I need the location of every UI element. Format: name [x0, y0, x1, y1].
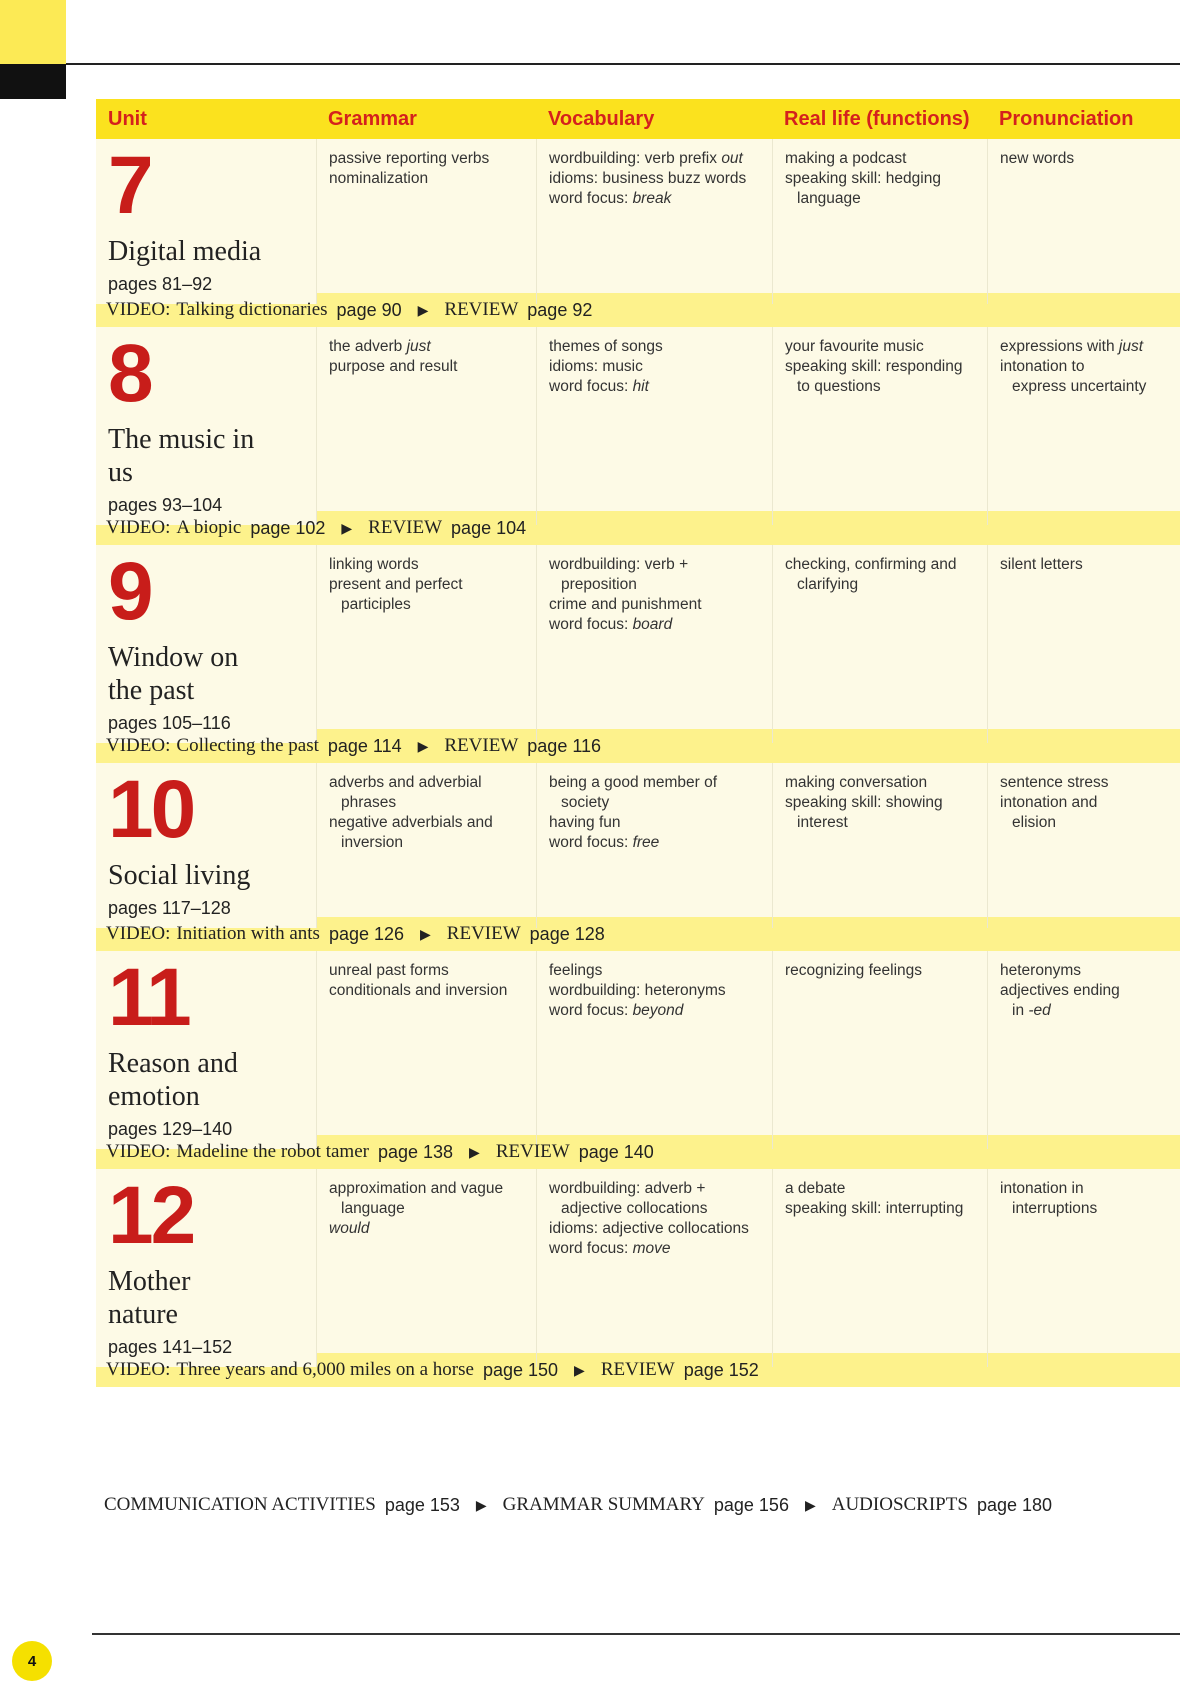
unit-title[interactable] [108, 423, 316, 489]
real-life-item: your favourite music [785, 338, 924, 355]
cell-real-life [772, 951, 987, 1149]
back-matter-links [104, 1494, 1052, 1516]
cell-pronunciation [987, 1169, 1180, 1367]
grammar-item: passive reporting verbs [329, 150, 490, 167]
cell-vocabulary [536, 763, 772, 928]
communication-activities-label[interactable]: COMMUNICATION ACTIVITIES [104, 1494, 376, 1515]
review-label[interactable]: REVIEW [446, 923, 521, 944]
unit-title-line: Reason and [108, 1048, 238, 1079]
italic-term: just [406, 338, 431, 355]
pronunciation-item: elision [1012, 814, 1056, 831]
unit-title-line: the past [108, 675, 195, 706]
cell-vocabulary [536, 545, 772, 743]
unit-number: 7 [108, 140, 151, 231]
pronunciation-item: adjectives ending [1000, 982, 1120, 999]
vocabulary-item: word focus: beyond [549, 1002, 684, 1019]
review-label[interactable]: REVIEW [368, 517, 443, 538]
corner-black-tab [0, 64, 66, 99]
cell-real-life [772, 545, 987, 743]
vocabulary-item: wordbuilding: adverb + [549, 1180, 706, 1197]
cell-real-life [772, 763, 987, 928]
vocabulary-item: idioms: business buzz words [549, 170, 747, 187]
audioscripts-label[interactable]: AUDIOSCRIPTS [831, 1494, 968, 1515]
vocabulary-item: idioms: music [549, 358, 643, 375]
cell-vocabulary [536, 139, 772, 304]
grammar-item: linking words [329, 556, 419, 573]
cell-vocabulary [536, 951, 772, 1149]
pronunciation-item: new words [1000, 150, 1075, 167]
pronunciation-item: express uncertainty [1012, 378, 1147, 395]
unit-title-line: Mother [108, 1266, 191, 1297]
unit-cell [96, 139, 316, 304]
video-label: VIDEO: [106, 923, 171, 944]
cell-grammar [316, 327, 536, 525]
grammar-item: unreal past forms [329, 962, 449, 979]
grammar-summary-page: page 156 [713, 1494, 789, 1515]
review-page: page 92 [527, 299, 593, 320]
unit-row [96, 951, 1180, 1139]
vocabulary-item: wordbuilding: verb + [549, 556, 689, 573]
italic-term: break [632, 190, 672, 207]
cell-real-life [772, 139, 987, 304]
grammar-item: negative adverbials and [329, 814, 493, 831]
unit-number: 12 [108, 1170, 194, 1261]
unit-title[interactable] [108, 1047, 316, 1113]
unit-title[interactable] [108, 641, 316, 707]
unit-number: 10 [108, 764, 194, 855]
unit-number: 8 [108, 328, 151, 419]
bottom-rule [92, 1633, 1180, 1635]
arrow-right-icon: ▶ [341, 519, 353, 536]
vocabulary-item: themes of songs [549, 338, 663, 355]
unit-title-line: Social living [108, 860, 251, 891]
pronunciation-item: silent letters [1000, 556, 1083, 573]
cell-grammar [316, 139, 536, 304]
cell-pronunciation [987, 763, 1180, 928]
grammar-item: approximation and vague [329, 1180, 504, 1197]
vocabulary-item: society [561, 794, 610, 811]
vocabulary-item: feelings [549, 962, 603, 979]
header-vocabulary: Vocabulary [548, 107, 655, 130]
italic-term: hit [632, 378, 649, 395]
unit-cell [96, 951, 316, 1149]
video-title[interactable]: Three years and 6,000 miles on a horse [176, 1359, 474, 1380]
header-pronunciation: Pronunciation [999, 107, 1134, 130]
real-life-item: speaking skill: interrupting [785, 1200, 964, 1217]
page-number-badge: 4 [12, 1641, 52, 1681]
unit-pages: pages 93–104 [108, 495, 223, 515]
review-label[interactable]: REVIEW [444, 735, 519, 756]
italic-term: just [1118, 338, 1144, 355]
unit-title-line: Window on [108, 642, 239, 673]
video-label: VIDEO: [106, 1359, 171, 1380]
unit-row [96, 763, 1180, 917]
italic-term: out [721, 150, 743, 167]
unit-title-line: emotion [108, 1081, 200, 1112]
grammar-summary-label[interactable]: GRAMMAR SUMMARY [502, 1494, 705, 1515]
unit-number: 11 [108, 952, 189, 1043]
real-life-item: interest [797, 814, 848, 831]
unit-pages: pages 105–116 [108, 713, 231, 733]
real-life-item: to questions [797, 378, 881, 395]
pronunciation-item: intonation and [1000, 794, 1098, 811]
real-life-item: making conversation [785, 774, 928, 791]
unit-title[interactable] [108, 859, 316, 892]
vocabulary-item: idioms: adjective collocations [549, 1220, 749, 1237]
video-page: page 90 [336, 299, 402, 320]
video-label: VIDEO: [106, 299, 171, 320]
cell-vocabulary [536, 327, 772, 525]
pronunciation-item: intonation in [1000, 1180, 1084, 1197]
unit-title-line: us [108, 457, 133, 488]
grammar-item [329, 1219, 526, 1239]
unit-number: 9 [108, 546, 151, 637]
header-unit: Unit [108, 107, 147, 130]
table-header [96, 99, 1180, 139]
cell-pronunciation [987, 327, 1180, 525]
cell-grammar [316, 951, 536, 1149]
video-page: page 102 [250, 517, 326, 538]
grammar-item: participles [341, 596, 411, 613]
unit-cell [96, 545, 316, 743]
cell-pronunciation [987, 951, 1180, 1149]
unit-cell [96, 763, 316, 928]
pronunciation-item: expressions with just [1000, 338, 1144, 355]
vocabulary-item: adjective collocations [561, 1200, 708, 1217]
cell-pronunciation [987, 545, 1180, 743]
grammar-item: the adverb just [329, 338, 431, 355]
italic-term: -ed [1028, 1002, 1051, 1019]
vocabulary-item: word focus: break [549, 190, 672, 207]
grammar-item: adverbs and adverbial [329, 774, 482, 791]
italic-term: move [632, 1240, 671, 1257]
pronunciation-item: interruptions [1012, 1200, 1098, 1217]
unit-title-line: Digital media [108, 236, 262, 267]
video-title[interactable]: Talking dictionaries [176, 299, 328, 320]
unit-title-line: The music in [108, 424, 255, 455]
unit-pages: pages 141–152 [108, 1337, 233, 1357]
header-real-life: Real life (functions) [784, 107, 970, 130]
review-page: page 116 [527, 735, 602, 756]
video-page: page 138 [377, 1141, 454, 1162]
review-label[interactable]: REVIEW [600, 1359, 675, 1380]
italic-term: beyond [632, 1002, 684, 1019]
video-label: VIDEO: [106, 735, 171, 756]
review-label[interactable]: REVIEW [444, 299, 519, 320]
video-title[interactable]: Collecting the past [176, 735, 319, 756]
vocabulary-item: crime and punishment [549, 596, 702, 613]
vocabulary-item: being a good member of [549, 774, 718, 791]
vocabulary-item: word focus: free [549, 834, 660, 851]
unit-cell [96, 327, 316, 525]
unit-pages: pages 129–140 [108, 1119, 233, 1139]
vocabulary-item: word focus: hit [549, 378, 649, 395]
cell-grammar [316, 1169, 536, 1367]
cell-grammar [316, 545, 536, 743]
pronunciation-item: intonation to [1000, 358, 1085, 375]
real-life-item: recognizing feelings [785, 962, 923, 979]
vocabulary-item: word focus: move [549, 1240, 671, 1257]
grammar-item: language [341, 1200, 405, 1217]
pronunciation-item: sentence stress [1000, 774, 1109, 791]
cell-pronunciation [987, 139, 1180, 304]
arrow-right-icon: ▶ [475, 1496, 487, 1513]
video-page: page 150 [482, 1359, 559, 1380]
unit-title-line: nature [108, 1299, 178, 1330]
pronunciation-item: heteronyms [1000, 962, 1081, 979]
real-life-item: speaking skill: showing [785, 794, 943, 811]
real-life-item: making a podcast [785, 150, 907, 167]
vocabulary-item: having fun [549, 814, 621, 831]
review-page: page 104 [451, 517, 527, 538]
arrow-right-icon: ▶ [417, 301, 429, 318]
arrow-right-icon: ▶ [574, 1361, 585, 1378]
unit-row [96, 327, 1180, 515]
real-life-item: clarifying [797, 576, 859, 593]
real-life-item: language [797, 190, 861, 207]
communication-activities-page: page 153 [384, 1494, 460, 1515]
vocabulary-item: word focus: board [549, 616, 673, 633]
video-label: VIDEO: [106, 1141, 171, 1162]
review-page: page 152 [683, 1359, 759, 1380]
units-list [96, 139, 1180, 1387]
video-title[interactable]: A biopic [176, 517, 242, 538]
cell-grammar [316, 763, 536, 928]
italic-term: board [632, 616, 673, 633]
arrow-right-icon: ▶ [417, 737, 429, 754]
cell-real-life [772, 1169, 987, 1367]
cell-real-life [772, 327, 987, 525]
real-life-item: checking, confirming and [785, 556, 957, 573]
arrow-right-icon: ▶ [420, 925, 431, 942]
vocabulary-item: wordbuilding: heteronyms [549, 982, 726, 999]
arrow-right-icon: ▶ [804, 1496, 816, 1513]
review-page: page 140 [578, 1141, 654, 1162]
arrow-right-icon: ▶ [469, 1143, 480, 1160]
unit-row [96, 1169, 1180, 1357]
unit-row [96, 545, 1180, 733]
cell-vocabulary [536, 1169, 772, 1367]
unit-pages: pages 117–128 [108, 898, 231, 918]
header-grammar: Grammar [328, 107, 417, 130]
unit-cell [96, 1169, 316, 1367]
review-page: page 128 [529, 923, 605, 944]
pronunciation-item: in -ed [1012, 1002, 1051, 1019]
contents-table [96, 99, 1180, 1387]
corner-yellow-block [0, 0, 66, 64]
real-life-item: speaking skill: hedging [785, 170, 941, 187]
review-label[interactable]: REVIEW [495, 1141, 570, 1162]
grammar-item: phrases [341, 794, 397, 811]
unit-pages: pages 81–92 [108, 274, 213, 294]
real-life-item: a debate [785, 1180, 846, 1197]
top-rule [66, 63, 1180, 65]
video-label: VIDEO: [106, 517, 171, 538]
video-page: page 126 [328, 923, 405, 944]
unit-title[interactable] [108, 1265, 316, 1331]
grammar-item: present and perfect [329, 576, 463, 593]
grammar-item: inversion [341, 834, 404, 851]
grammar-item: nominalization [329, 170, 429, 187]
vocabulary-item: wordbuilding: verb prefix out [549, 150, 743, 167]
unit-row [96, 139, 1180, 293]
video-page: page 114 [327, 735, 402, 756]
italic-term: would [329, 1220, 370, 1237]
italic-term: free [632, 834, 660, 851]
real-life-item: speaking skill: responding [785, 358, 963, 375]
vocabulary-item: preposition [561, 576, 637, 593]
audioscripts-page: page 180 [976, 1494, 1053, 1515]
grammar-item: conditionals and inversion [329, 982, 508, 999]
grammar-item: purpose and result [329, 358, 458, 375]
video-title[interactable]: Initiation with ants [176, 923, 320, 944]
video-title[interactable]: Madeline the robot tamer [176, 1141, 369, 1162]
unit-title[interactable] [108, 235, 316, 268]
